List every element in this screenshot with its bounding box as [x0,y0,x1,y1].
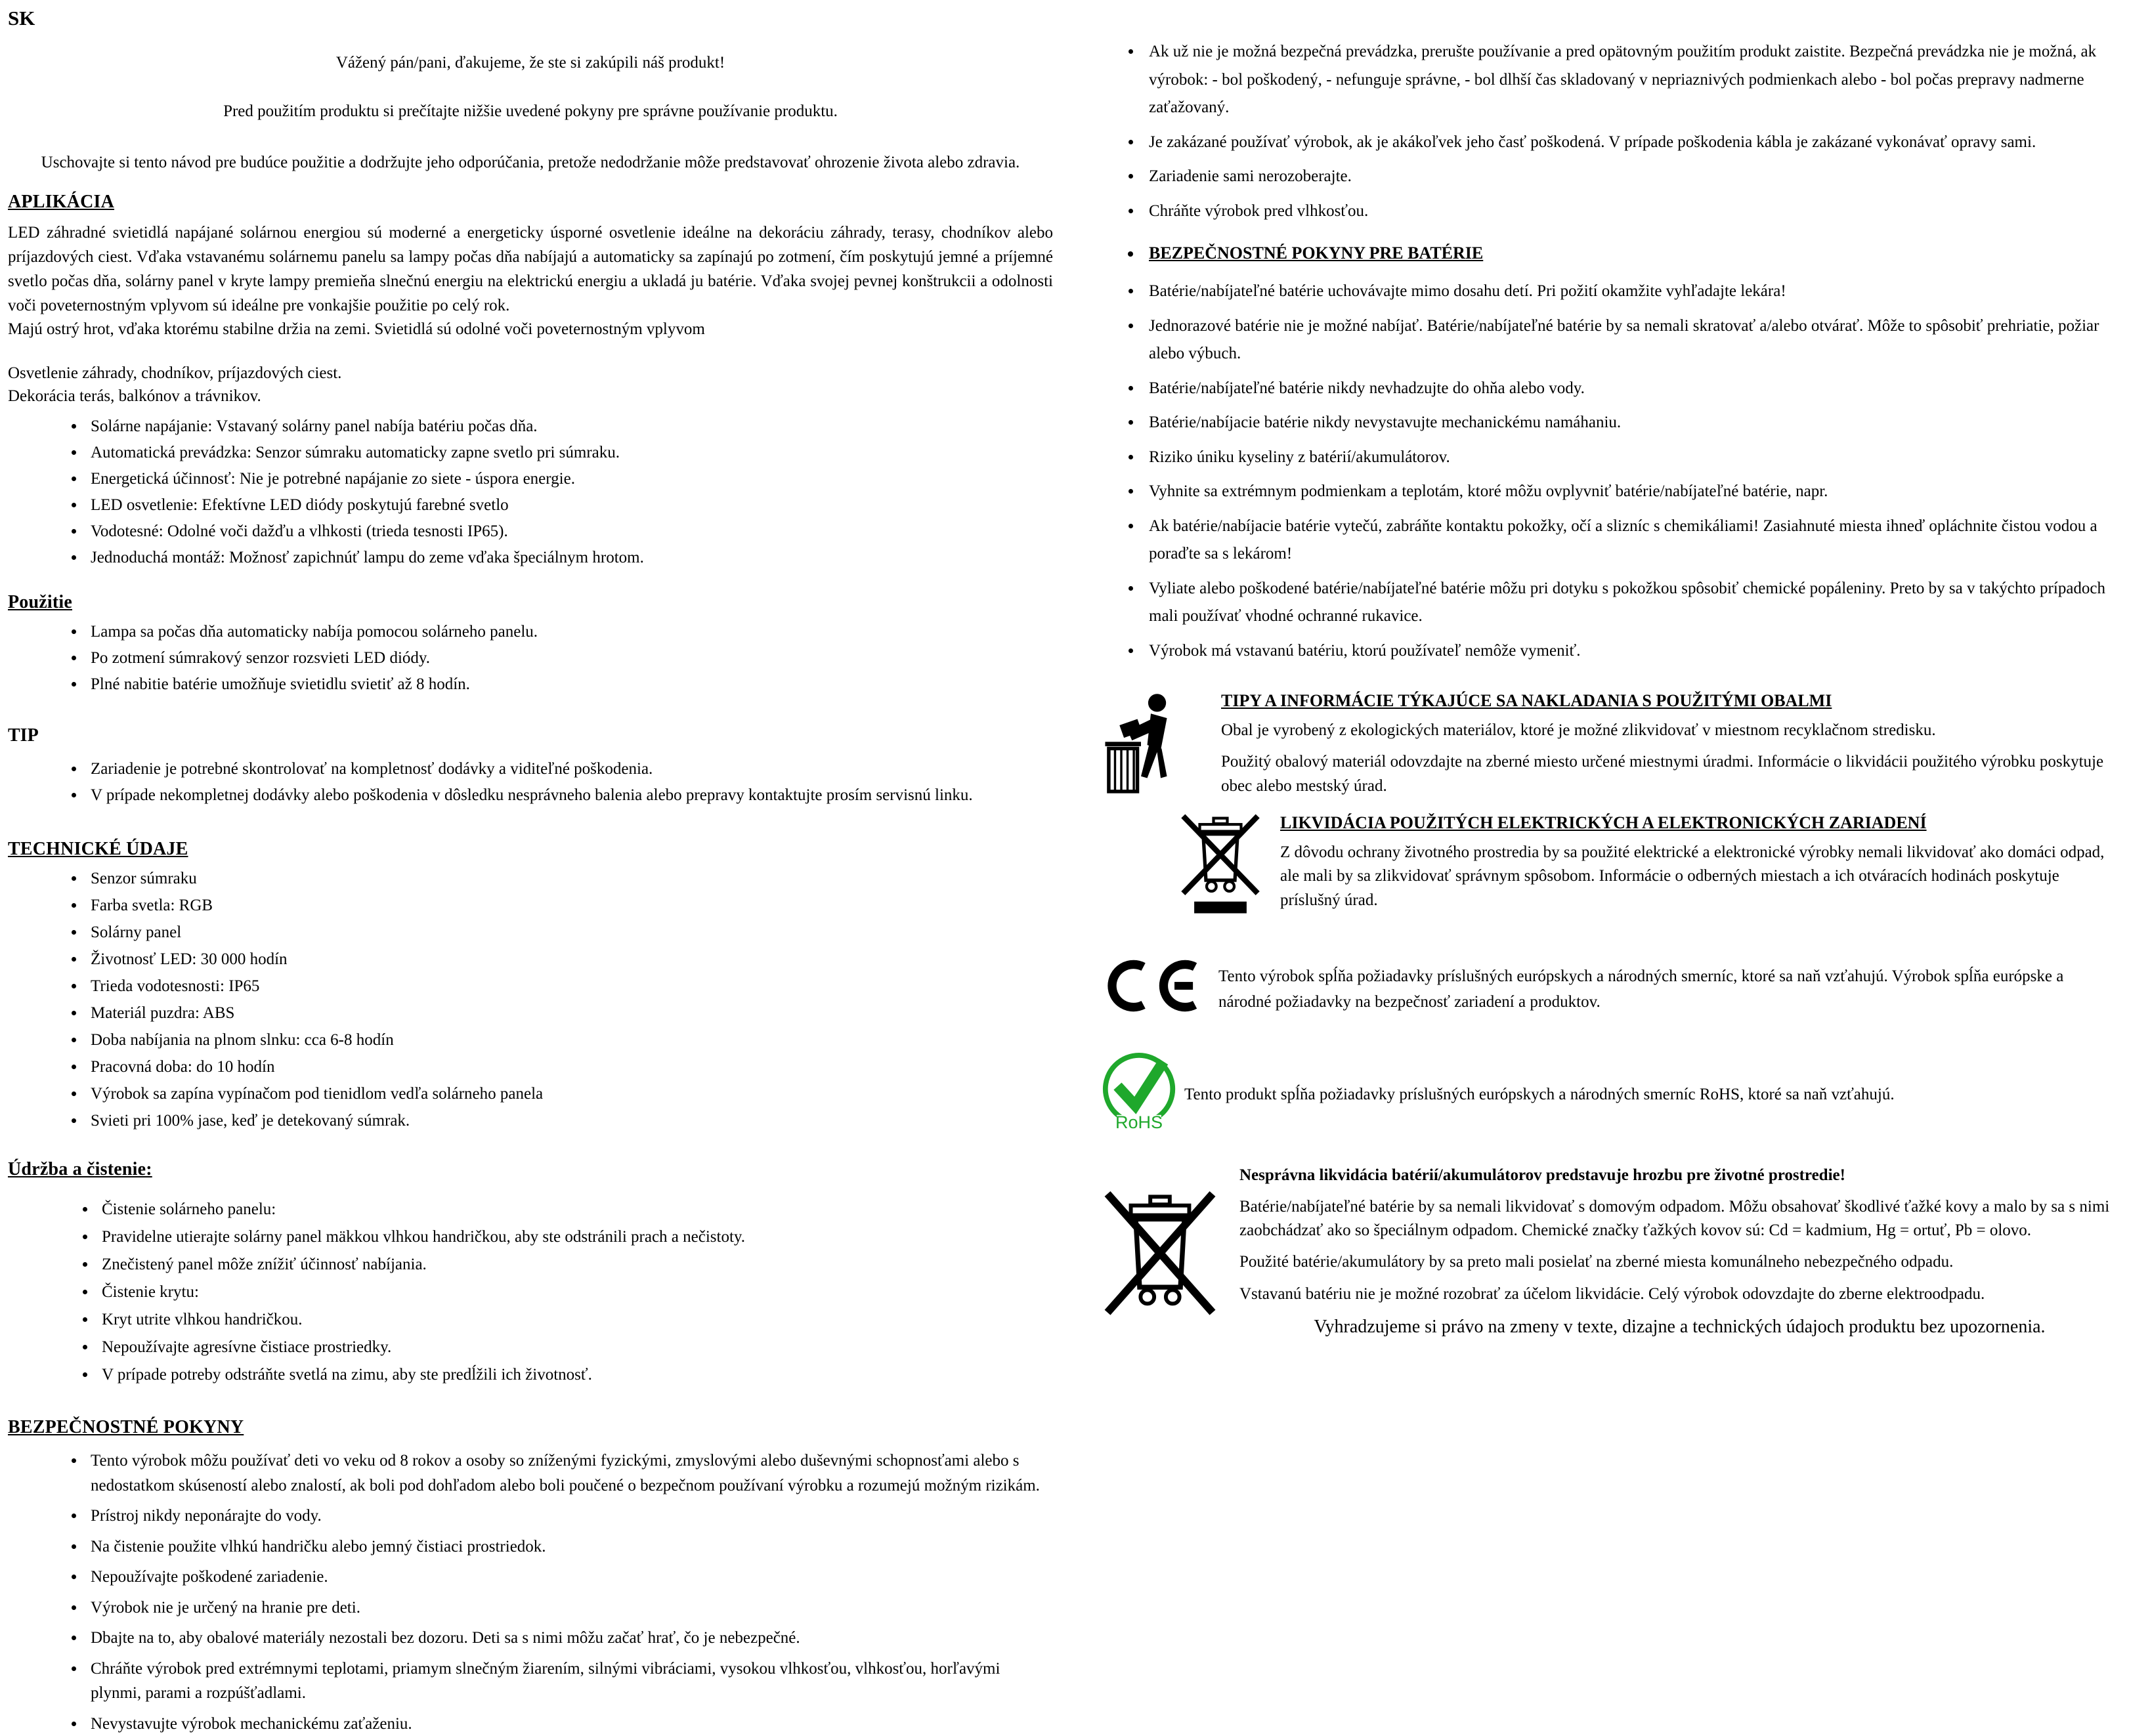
packaging-paragraph-2: Použitý obalový materiál odovzdajte na zberné miesto určené miestnymi úradmi. Informácie o likvidácii použitého výrobku poskytuje obec alebo mestský úrad. [1221,750,2120,798]
greeting-line: Vážený pán/pani, ďakujeme, že ste si zakúpili náš produkt! [8,54,1053,72]
battery-disposal-section [1102,1164,2120,1341]
packaging-disposal-text [1221,691,2120,798]
list-item: • Doba nabíjania na plnom slnku: cca 6-8 hodín [85,1029,1053,1051]
right-column [1064,0,2129,1473]
read-before-use-line: Pred použitím produktu si prečítajte nižšie uvedené pokyny pre správne používanie produktu. [8,102,1053,121]
section-title-application: APLIKÁCIA [8,192,1053,213]
list-item: • Lampa sa počas dňa automaticky nabíja pomocou solárneho panelu. [85,621,1053,643]
list-item: • Batérie/nabíjacie batérie nikdy nevystavujte mechanickému namáhaniu. [1142,409,2120,437]
battery-disposal-paragraph-2: Použité batérie/akumulátory by sa preto mali posielať na zberné miesta komunálneho nebezpečného odpadu. [1239,1250,2120,1274]
usage-list [8,621,1053,695]
list-item: • Batérie/nabíjateľné batérie nikdy nevhadzujte do ohňa alebo vody. [1142,375,2120,403]
list-item: • Energetická účinnosť: Nie je potrebné napájanie zo siete - úspora energie. [85,468,1053,490]
section-title-maintenance: Údržba a čistenie: [8,1159,1053,1180]
battery-disposal-paragraph-1: Batérie/nabíjateľné batérie by sa nemali likvidovať s domovým odpadom. Môžu obsahovať škodlivé ťažké kovy a malo by sa s nimi zaobchádzať ako so špeciálnym odpadom. Chemické značky ťažkých kovov sú: Cd = kadmium, Hg = ortuť, Pb = olovo. [1239,1195,2120,1243]
weee-title: LIKVIDÁCIA POUŽITÝCH ELEKTRICKÝCH A ELEKTRONICKÝCH ZARIADENÍ [1280,813,2120,833]
keep-manual-line: Uschovajte si tento návod pre budúce použitie a dodržujte jeho odporúčania, pretože nedodržanie môže predstavovať ohrozenie života alebo zdravia. [8,154,1053,172]
packaging-paragraph-1: Obal je vyrobený z ekologických materiálov, ktoré je možné zlikvidovať v miestnom recyklačnom stredisku. [1221,719,2120,742]
weee-paragraph: Z dôvodu ochrany životného prostredia by sa použité elektrické a elektronické výrobky nemali likvidovať ako domáci odpad, ale mali by sa zlikvidovať správnym spôsobom. Informácie o odberných miestach a ich otváracích hodinách poskytuje príslušný úrad. [1280,841,2120,912]
list-item: • Je zakázané používať výrobok, ak je akákoľvek jeho časť poškodená. V prípade poškodenia kábla je zakázané vykonávať opravy sami. [1142,129,2120,157]
left-column [0,0,1064,1473]
list-item: • Vodotesné: Odolné voči dažďu a vlhkosti (trieda tesnosti IP65). [85,520,1053,542]
maintenance-list [8,1198,1053,1386]
section-title-safety: BEZPEČNOSTNÉ POKYNY [8,1417,1053,1438]
list-item: • Solárny panel [85,921,1053,943]
list-item: • Po zotmení súmrakový senzor rozsvieti LED diódy. [85,647,1053,669]
list-item: • Materiál puzdra: ABS [85,1002,1053,1024]
section-title-technical-data: TECHNICKÉ ÚDAJE [8,839,1053,860]
weee-section [1179,813,2120,917]
list-item: • Nepoužívajte agresívne čistiace prostriedky. [97,1336,1053,1358]
battery-disposal-text [1239,1164,2120,1341]
list-item: • Kryt utrite vlhkou handričkou. [97,1309,1053,1330]
safety-list [8,1449,1053,1736]
list-item: • Zariadenie sami nerozoberajte. [1142,163,2120,191]
list-item: • Ak už nie je možná bezpečná prevádzka, prerušte používanie a pred opätovným použitím produkt zaistite. Bezpečná prevádzka nie je možná, ak výrobok: - bol poškodený, - nefunguje správne, - bol dlhší čas skladovaný v nepriaznivých podmienkach alebo - bol počas prepravy nadmerne zaťažovaný. [1142,38,2120,122]
list-item: • Pravidelne utierajte solárny panel mäkkou vlhkou handričkou, aby ste odstránili prach a nečistoty. [97,1226,1053,1248]
list-item: • Trieda vodotesnosti: IP65 [85,975,1053,997]
rohs-paragraph: Tento produkt spĺňa požiadavky príslušných európskych a národných smerníc RoHS, ktoré sa naň vzťahujú. [1184,1083,2120,1107]
section-title-tip: TIP [8,725,1053,746]
list-item: • Výrobok nie je určený na hranie pre deti. [85,1596,1053,1620]
list-item: • Čistenie solárneho panelu: [97,1198,1053,1220]
list-item: • Svieti pri 100% jase, keď je detekovaný súmrak. [85,1110,1053,1132]
application-paragraph-2: Majú ostrý hrot, vďaka ktorému stabilne držia na zemi. Svietidlá sú odolné voči poveternostným vplyvom [8,318,1053,341]
list-item: • Ak batérie/nabíjacie batérie vytečú, zabráňte kontaktu pokožky, očí a slizníc s chemikáliami! Zasiahnuté miesta ihneď opláchnite čistou vodou a poraďte sa s lekárom! [1142,513,2120,568]
battery-safety-list [1102,278,2120,665]
list-item: • Tento výrobok môžu používať deti vo veku od 8 rokov a osoby so zníženými fyzickými, zmyslovými alebo duševnými schopnosťami alebo s nedostatkom skúseností alebo znalostí, ak boli pod dohľadom alebo boli poučené o bezpečnom používaní výrobku a rozumejú možným rizikám. [85,1449,1053,1498]
application-use-line-2: Dekorácia terás, balkónov a trávnikov. [8,385,1053,408]
list-item: • Životnosť LED: 30 000 hodín [85,948,1053,970]
battery-disposal-paragraph-3: Vstavanú batériu nie je možné rozobrať za účelom likvidácie. Celý výrobok odovzdajte do zberne elektroodpadu. [1239,1282,2120,1306]
list-item: • Zariadenie je potrebné skontrolovať na kompletnosť dodávky a viditeľné poškodenia. [85,758,1053,780]
safety-continued-list [1102,38,2120,225]
list-item: • Na čistenie použite vlhkú handričku alebo jemný čistiaci prostriedok. [85,1535,1053,1559]
list-item: • Prístroj nikdy neponárajte do vody. [85,1504,1053,1529]
list-item: • Nevystavujte výrobok mechanickému zaťaženiu. [85,1712,1053,1736]
list-item: • Jednorazové batérie nie je možné nabíjať. Batérie/nabíjateľné batérie by sa nemali skratovať a/alebo otvárať. Môže to spôsobiť prehriatie, požiar alebo výbuch. [1142,312,2120,368]
application-paragraph: LED záhradné svietidlá napájané solárnou energiou sú moderné a energeticky úsporné osvetlenie ideálne na dekoráciu záhrady, terasy, chodníkov alebo príjazdových ciest. Vďaka vstavanému solárnemu panelu sa lampy počas dňa nabíjajú a automaticky sa zapínajú po zotmení, čím poskytujú jemné a príjemné svetlo počas dňa, solárny panel v kryte lampy premieňa slnečnú energiu na elektrickú energiu a ukladá ju batérie. Vďaka svojej pevnej konštrukcii a odolnosti voči poveternostným vplyvom sú ideálne pre vonkajšie použitie po celý rok. [8,221,1053,318]
list-item: • Batérie/nabíjateľné batérie uchovávajte mimo dosahu detí. Pri požití okamžite vyhľadajte lekára! [1142,278,2120,306]
packaging-disposal-section [1102,691,2120,799]
tidy-man-icon [1102,691,1201,799]
list-item: • Výrobok sa zapína vypínačom pod tienidlom vedľa solárneho panela [85,1083,1053,1105]
ce-text [1218,956,2120,1015]
list-item: • Riziko úniku kyseliny z batérií/akumulátorov. [1142,444,2120,472]
section-title-battery-safety: • BEZPEČNOSTNÉ POKYNY PRE BATÉRIE [1142,243,2120,263]
rohs-text [1184,1075,2120,1107]
list-item: • Nepoužívajte poškodené zariadenie. [85,1565,1053,1590]
list-item: • Vyhnite sa extrémnym podmienkam a teplotám, ktoré môžu ovplyvniť batérie/nabíjateľné batérie, napr. [1142,478,2120,506]
ce-mark-icon [1102,959,1200,1013]
features-list [8,415,1053,568]
section-title-usage: Použitie [8,592,1053,613]
list-item: • Znečistený panel môže znížiť účinnosť nabíjania. [97,1254,1053,1275]
ce-section [1102,956,2120,1015]
crossed-out-bin-icon [1179,813,1263,917]
list-item: • Plné nabitie batérie umožňuje svietidlu svietiť až 8 hodín. [85,673,1053,695]
rohs-section [1102,1049,2120,1133]
crossed-out-bin-battery-icon [1102,1190,1221,1321]
rights-reserved-line: Vyhradzujeme si právo na zmeny v texte, dizajne a technických údajoch produktu bez upozornenia. [1239,1314,2120,1341]
battery-safety-heading-list [1102,243,2120,263]
list-item: • V prípade nekompletnej dodávky alebo poškodenia v dôsledku nesprávneho balenia alebo prepravy kontaktujte prosím servisnú linku. [85,784,1053,806]
list-item: • Farba svetla: RGB [85,895,1053,916]
ce-paragraph: Tento výrobok spĺňa požiadavky príslušných európskych a národných smerníc, ktoré sa naň vzťahujú. Výrobok spĺňa európske a národné požiadavky na bezpečnosť zariadení a produktov. [1218,964,2120,1015]
list-item: • Senzor súmraku [85,868,1053,889]
list-item: • Automatická prevádzka: Senzor súmraku automaticky zapne svetlo pri súmraku. [85,442,1053,463]
rohs-label: RoHS [1115,1112,1163,1132]
weee-text [1280,813,2120,912]
list-item: • Solárne napájanie: Vstavaný solárny panel nabíja batériu počas dňa. [85,415,1053,437]
list-item: • Pracovná doba: do 10 hodín [85,1056,1053,1078]
list-item: • Vyliate alebo poškodené batérie/nabíjateľné batérie môžu pri dotyku s pokožkou spôsobiť chemické popáleniny. Preto by sa v takýchto prípadoch mali používať vhodné ochranné rukavice. [1142,575,2120,631]
application-use-line-1: Osvetlenie záhrady, chodníkov, príjazdových ciest. [8,362,1053,385]
list-item: • Čistenie krytu: [97,1281,1053,1303]
list-item: • LED osvetlenie: Efektívne LED diódy poskytujú farebné svetlo [85,494,1053,516]
tip-list [8,758,1053,806]
battery-disposal-title: Nesprávna likvidácia batérií/akumulátorov predstavuje hrozbu pre životné prostredie! [1239,1164,2120,1187]
rohs-icon [1102,1049,1179,1133]
language-code: SK [8,7,1053,30]
packaging-disposal-title: TIPY A INFORMÁCIE TÝKAJÚCE SA NAKLADANIA S POUŽITÝMI OBALMI [1221,691,2120,711]
list-item: • Dbajte na to, aby obalové materiály nezostali bez dozoru. Deti sa s nimi môžu začať hrať, čo je nebezpečné. [85,1626,1053,1651]
list-item: • Chráňte výrobok pred vlhkosťou. [1142,198,2120,226]
technical-data-list [8,868,1053,1132]
list-item: • Chráňte výrobok pred extrémnymi teplotami, priamym slnečným žiarením, silnými vibráciami, vysokou vlhkosťou, vlhkosťou, horľavými plynmi, parami a rozpúšťadlami. [85,1657,1053,1706]
list-item: • V prípade potreby odstráňte svetlá na zimu, aby ste predĺžili ich životnosť. [97,1364,1053,1386]
list-item: • Výrobok má vstavanú batériu, ktorú používateľ nemôže vymeniť. [1142,637,2120,666]
list-item: • Jednoduchá montáž: Možnosť zapichnúť lampu do zeme vďaka špeciálnym hrotom. [85,547,1053,568]
